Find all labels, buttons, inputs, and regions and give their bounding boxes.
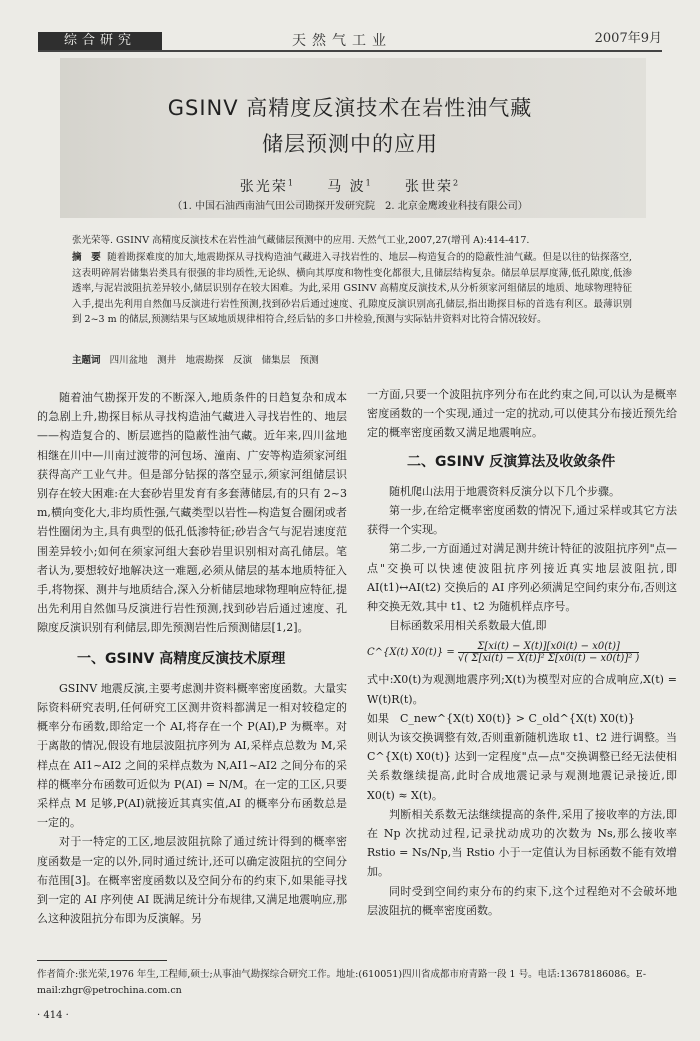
formula-notes: 式中:X0(t)为观测地震序列;X(t)为模型对应的合成响应,X(t) = W(t)R(t)。 [367,673,677,706]
author-footnote: 作者简介:张光荣,1976 年生,工程师,硕士;从事油气勘探综合研究工作。地址:(610051)四川省成都市府青路一段 1 号。电话:13678186086。E-mail:zhgr@petrochina.com.cn [37,969,647,996]
header-rule [38,50,662,52]
correlation-formula [367,641,677,664]
principle-paragraph: GSINV 地震反演,主要考虑测井资料概率密度函数。大量实际资料研究表明,任何研究工区测井资料都满足一相对较稳定的概率分布函数,即给定一个 AI,将存在一个 P(AI),P 为概率。对于离散的情况,假设有地层波阻抗序列为 AI,采样点总数为 M,采样点在 AI1~AI2 之间的采样点数为 N,AI1~AI2 之间分布的采样的概率分布函数可近似为 P(AI) = N/M。在一定的工区,只要采样点 M 足够,P(AI)就接近其真实值,AI 的概率分布函数总是一定的。 [37,681,347,830]
formula-numerator: Σ[xi(t) − X(t)][x0i(t) − x0(t)] [458,641,639,653]
left-column [37,388,347,928]
author-list [0,176,700,196]
keywords [72,352,632,366]
title-line-1: GSINV 高精度反演技术在岩性油气藏 [167,96,533,120]
author-mark: 2 [453,178,461,188]
issue-date: 2007年9月 [594,31,662,46]
abstract-text: 随着勘探难度的加大,地震勘探从寻找构造油气藏进入寻找岩性的、地层—构造复合的的隐蔽性油气藏。但是以往的钻探落空,这表明碎屑岩储集岩类具有很强的非均质性,无论纵、横向其厚度和物性变化都很大,且储层结构复杂。储层单层厚度薄,低孔隙度,低渗透率,与泥岩波阻抗差异较小,储层识别存在较大困难。为此,采用 GSINV 高精度反演技术,从分析须家河组储层的地质、地球物理特征入手,提出先利用自然伽马反演进行岩性预测,找到砂岩后通过速度、孔隙度反演识别高孔储层,指出勘探目标的首选有利区。最薄识别到 2~3 m 的储层,预测结果与区域地质规律相符合,经后钻的多口井检验,预测与实际钻井资料对比符合情况较好。 [72,252,632,325]
convergence-paragraph: 判断相关系数无法继续提高的条件,采用了接收率的方法,即在 Np 次扰动过程,记录扰动成功的次数为 Ns,那么接收率 Rstio = Ns/Np,当 Rstio 小于一定值认为目标函数不能有效增加。 [367,807,677,879]
affiliation: （1. 中国石油西南油气田公司勘探开发研究院 2. 北京金鹰竣业科技有限公司） [172,201,528,212]
author-name: 张光荣 [239,179,288,195]
section-label: 综合研究 [38,32,162,50]
author-mark: 1 [365,178,373,188]
citation: 张光荣等. GSINV 高精度反演技术在岩性油气藏储层预测中的应用. 天然气工业,2007,27(增刊 A):414-417. [72,235,530,246]
continued-paragraph: 一方面,只要一个波阻抗序列分布在此约束之间,可以认为是概率密度函数的一个实现,通过一定的扰动,可以使其分布接近预先给定的概率密度函数又满足地震响应。 [367,388,677,440]
algorithm-intro: 随机爬山法用于地震资料反演分以下几个步骤。 [389,484,620,498]
constraint-paragraph: 对于一特定的工区,地层波阻抗除了通过统计得到的概率密度函数是一定的以外,同时通过统计,还可以确定波阻抗的空间分布范围[3]。在概率密度函数以及空间分布的约束下,如果能寻找到一定的 AI 序列使 AI 既满足统计分布规律,又满足地震响应,那么这种波阻抗分布即为反演解。另 [37,835,347,926]
intro-paragraph: 随着油气勘探开发的不断深入,地质条件的日趋复杂和成本的急剧上升,勘探目标从寻找构造油气藏进入寻找岩性的、地层——构造复合的、断层遮挡的隐蔽性油气藏。近年来,四川盆地相继在川中—川南过渡带的河包场、潼南、广安等构造须家河组获得高产工业气井。但是部分钻探的落空显示,须家河组储层识别存在较大困难:在大套砂岩里发育有多套薄储层,有的只有 2~3 m,横向变化大,非均质性强,气藏类型以岩性—构造复合圈闭或者岩性圈闭为主,具有典型的低孔低渗特征;砂岩含气与泥岩速度范围差异较小;如何在须家河组大套砂岩里识别相对高孔储层。笔者认为,要想较好地解决这一难题,必须从储层的基本地质特征入手,将物探、测井与地质结合,深入分析储层地球物理响应特征,提出先利用自然伽马反演进行岩性预测,找到砂岩后通过速度、孔隙度反演识别有利储层,即先预测岩性后预测储层[1,2]。 [37,391,347,635]
step-two: 第二步,一方面通过对满足测井统计特征的波阻抗序列"点—点"交换可以快速使波阻抗序列接近真实地层波阻抗,即 AI(t1)↔AI(t2) 交换后的 AI 序列必须满足空间约束分布,否则这种交换无效,其中 t1、t2 为随机样点序号。 [367,542,677,614]
author-name: 马 波 [327,179,366,195]
footnote-rule [37,960,167,961]
keywords-label: 主题词 [72,355,101,366]
abstract [72,250,632,328]
keywords-text: 四川盆地 测井 地震勘探 反演 储集层 预测 [109,355,319,366]
section-heading-1: 一、GSINV 高精度反演技术原理 [77,650,286,667]
author-name: 张世荣 [405,179,454,195]
abstract-label: 摘 要 [72,252,101,263]
adjustment-paragraph: 则认为该交换调整有效,否则重新随机选取 t1、t2 进行调整。当 C^{X(t) X0(t)} 达到一定程度"点—点"交换调整已经无法使相关系数继续提高,此时合成地震记录与观测地震记录接近,即 X0(t) ≈ X(t)。 [367,731,677,802]
page-number: · 414 · [37,1010,69,1021]
right-column [367,385,677,920]
final-paragraph: 同时受到空间约束分布的约束下,这个过程绝对不会破坏地层波阻抗的概率密度函数。 [367,884,677,917]
condition-line: 如果 C_new^{X(t) X0(t)} > C_old^{X(t) X0(t)} [367,711,635,725]
title-line-2: 储层预测中的应用 [262,132,438,156]
formula-fraction [458,641,639,664]
section-heading-2: 二、GSINV 反演算法及收敛条件 [407,453,616,470]
formula-denominator: √( Σ[xi(t) − X(t)]² Σ[x0i(t) − x0(t)]² ) [457,653,640,665]
author-mark: 1 [287,178,295,188]
step-one: 第一步,在给定概率密度函数的情况下,通过采样或其它方法获得一个实现。 [367,504,677,537]
journal-name: 天然气工业 [292,33,392,49]
formula-lhs: C^{X(t) X0(t)} = [367,647,455,659]
objective-intro: 目标函数采用相关系数最大值,即 [389,619,547,633]
